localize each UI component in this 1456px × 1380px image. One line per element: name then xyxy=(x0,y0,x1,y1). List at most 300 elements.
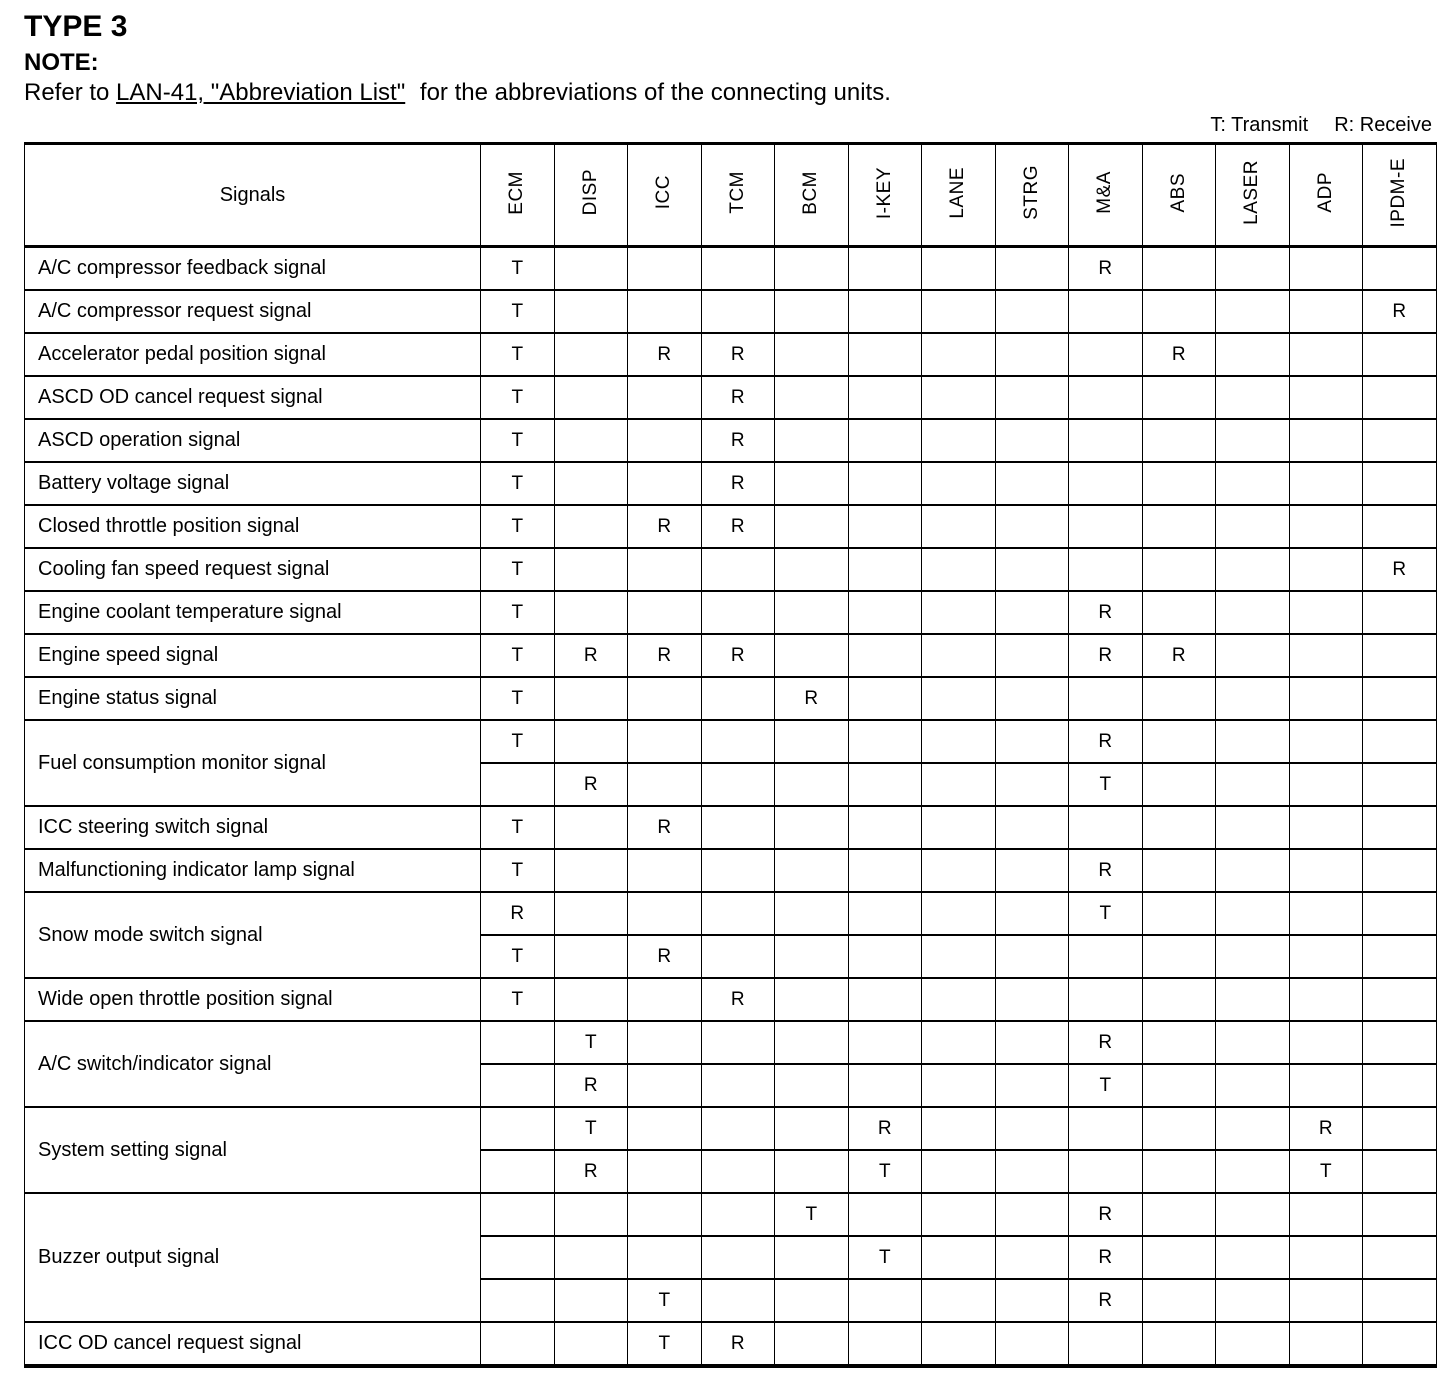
signal-cell-r: R xyxy=(1142,333,1216,376)
signal-cell-empty xyxy=(1363,1021,1437,1064)
signal-cell-empty xyxy=(1289,634,1363,677)
signal-cell-empty xyxy=(1363,892,1437,935)
signal-cell-empty xyxy=(1363,462,1437,505)
signal-cell-empty xyxy=(922,935,996,978)
signal-cell-empty xyxy=(481,1193,555,1236)
signal-cell-empty xyxy=(701,290,775,333)
signal-cell-empty xyxy=(995,978,1069,1021)
signal-cell-empty xyxy=(775,290,849,333)
signal-cell-t: T xyxy=(848,1236,922,1279)
table-row xyxy=(25,376,1437,419)
signal-cell-empty xyxy=(1363,720,1437,763)
signal-cell-empty xyxy=(1216,290,1290,333)
signal-cell-empty xyxy=(995,290,1069,333)
signal-cell-empty xyxy=(1289,1279,1363,1322)
signal-name: Engine speed signal xyxy=(25,634,481,677)
signal-cell-r: R xyxy=(701,505,775,548)
column-header-label: M&A xyxy=(1094,171,1116,214)
signal-name: Cooling fan speed request signal xyxy=(25,548,481,591)
signal-cell-empty xyxy=(1142,1150,1216,1193)
signal-cell-empty xyxy=(922,419,996,462)
signal-cell-t: T xyxy=(554,1021,628,1064)
signal-cell-t: T xyxy=(481,548,555,591)
signal-cell-empty xyxy=(922,1193,996,1236)
signal-cell-empty xyxy=(1363,849,1437,892)
signal-cell-empty xyxy=(922,720,996,763)
signal-cell-empty xyxy=(848,1064,922,1107)
signal-cell-empty xyxy=(701,1236,775,1279)
signal-cell-empty xyxy=(554,978,628,1021)
signal-cell-empty xyxy=(775,849,849,892)
signal-cell-empty xyxy=(1216,462,1290,505)
signal-cell-empty xyxy=(701,591,775,634)
signal-cell-empty xyxy=(554,591,628,634)
signal-name: ICC OD cancel request signal xyxy=(25,1322,481,1366)
signal-cell-empty xyxy=(1216,978,1290,1021)
signal-cell-t: T xyxy=(481,677,555,720)
signal-cell-r: R xyxy=(1069,1279,1143,1322)
table-row xyxy=(25,1021,1437,1064)
signal-cell-r: R xyxy=(1069,591,1143,634)
signal-cell-r: R xyxy=(701,634,775,677)
signal-cell-r: R xyxy=(554,1150,628,1193)
signal-cell-empty xyxy=(628,419,702,462)
signal-cell-empty xyxy=(995,1193,1069,1236)
signal-name: ASCD OD cancel request signal xyxy=(25,376,481,419)
signal-cell-empty xyxy=(1289,1322,1363,1366)
signal-cell-empty xyxy=(628,1021,702,1064)
signal-cell-empty xyxy=(1142,720,1216,763)
column-header-label: BCM xyxy=(800,170,822,215)
note-label: NOTE: xyxy=(24,48,99,76)
signal-cell-empty xyxy=(481,1021,555,1064)
signal-cell-empty xyxy=(701,1064,775,1107)
signal-cell-empty xyxy=(1363,634,1437,677)
signal-cell-empty xyxy=(1142,462,1216,505)
signal-name: Wide open throttle position signal xyxy=(25,978,481,1021)
signal-cell-empty xyxy=(1363,677,1437,720)
signal-cell-empty xyxy=(701,677,775,720)
column-header-label: DISP xyxy=(579,169,601,216)
signal-cell-empty xyxy=(554,290,628,333)
signals-column-header: Signals xyxy=(25,144,481,247)
signal-cell-empty xyxy=(554,849,628,892)
column-header-label: ECM xyxy=(506,170,528,215)
signal-cell-empty xyxy=(1069,978,1143,1021)
signal-cell-empty xyxy=(1142,1107,1216,1150)
signal-cell-r: R xyxy=(628,806,702,849)
signal-cell-empty xyxy=(995,591,1069,634)
signal-cell-empty xyxy=(1069,333,1143,376)
signal-cell-empty xyxy=(848,806,922,849)
signal-cell-empty xyxy=(1216,806,1290,849)
signal-cell-empty xyxy=(1142,376,1216,419)
column-header-label: IPDM-E xyxy=(1388,157,1410,228)
signal-cell-empty xyxy=(848,978,922,1021)
signal-cell-empty xyxy=(554,247,628,291)
signal-cell-empty xyxy=(701,1279,775,1322)
signal-cell-empty xyxy=(628,290,702,333)
signal-cell-r: R xyxy=(1069,720,1143,763)
signal-cell-r: R xyxy=(701,376,775,419)
signal-name: Engine status signal xyxy=(25,677,481,720)
signal-cell-empty xyxy=(775,892,849,935)
signal-cell-empty xyxy=(481,1322,555,1366)
signal-cell-empty xyxy=(995,333,1069,376)
signal-cell-empty xyxy=(1216,333,1290,376)
column-header-adp xyxy=(1289,144,1363,247)
signal-cell-empty xyxy=(995,505,1069,548)
signal-cell-empty xyxy=(1069,462,1143,505)
signal-cell-t: T xyxy=(848,1150,922,1193)
signal-cell-empty xyxy=(848,505,922,548)
signal-cell-empty xyxy=(1142,978,1216,1021)
signal-cell-empty xyxy=(995,763,1069,806)
signal-cell-empty xyxy=(1216,1322,1290,1366)
signal-cell-empty xyxy=(1142,1021,1216,1064)
signal-cell-empty xyxy=(1363,763,1437,806)
signal-cell-empty xyxy=(848,548,922,591)
signal-cell-empty xyxy=(1069,290,1143,333)
signal-cell-empty xyxy=(1289,548,1363,591)
signal-cell-empty xyxy=(1289,849,1363,892)
signal-cell-empty xyxy=(995,677,1069,720)
signal-cell-empty xyxy=(1216,376,1290,419)
signal-cell-r: R xyxy=(554,634,628,677)
signal-cell-empty xyxy=(775,462,849,505)
signal-cell-empty xyxy=(1216,591,1290,634)
signal-cell-empty xyxy=(1216,419,1290,462)
signal-cell-empty xyxy=(1216,720,1290,763)
header-row xyxy=(25,144,1437,247)
signal-cell-r: R xyxy=(1069,1021,1143,1064)
signal-cell-t: T xyxy=(481,935,555,978)
signal-cell-r: R xyxy=(628,634,702,677)
signal-cell-empty xyxy=(701,1150,775,1193)
signal-cell-empty xyxy=(995,247,1069,291)
signal-cell-t: T xyxy=(481,978,555,1021)
signal-cell-t: T xyxy=(481,505,555,548)
signal-cell-empty xyxy=(1216,935,1290,978)
signal-cell-empty xyxy=(775,1021,849,1064)
signal-cell-empty xyxy=(1216,634,1290,677)
signal-cell-empty xyxy=(922,892,996,935)
signal-name: Snow mode switch signal xyxy=(25,892,481,978)
signal-cell-empty xyxy=(628,591,702,634)
signal-cell-empty xyxy=(995,1107,1069,1150)
signal-cell-empty xyxy=(775,1322,849,1366)
signal-cell-empty xyxy=(1289,1064,1363,1107)
signal-cell-empty xyxy=(1142,290,1216,333)
table-row xyxy=(25,849,1437,892)
signal-cell-empty xyxy=(1216,548,1290,591)
signal-cell-empty xyxy=(922,1021,996,1064)
signal-cell-empty xyxy=(848,1279,922,1322)
signal-cell-empty xyxy=(1069,548,1143,591)
signal-cell-t: T xyxy=(481,462,555,505)
signal-cell-empty xyxy=(1069,419,1143,462)
signal-cell-empty xyxy=(1289,290,1363,333)
signal-cell-empty xyxy=(1142,763,1216,806)
signal-cell-t: T xyxy=(481,419,555,462)
signal-cell-empty xyxy=(1363,1150,1437,1193)
signal-cell-empty xyxy=(1289,677,1363,720)
signal-cell-empty xyxy=(922,548,996,591)
signal-cell-r: R xyxy=(554,1064,628,1107)
signal-cell-empty xyxy=(1142,849,1216,892)
signal-cell-empty xyxy=(922,290,996,333)
signal-cell-empty xyxy=(554,419,628,462)
signal-cell-empty xyxy=(481,1279,555,1322)
signal-cell-empty xyxy=(995,1322,1069,1366)
signal-cell-empty xyxy=(1142,548,1216,591)
signal-cell-empty xyxy=(1363,806,1437,849)
signal-cell-empty xyxy=(1216,1193,1290,1236)
column-header-bcm xyxy=(775,144,849,247)
signal-cell-t: T xyxy=(481,806,555,849)
signal-cell-empty xyxy=(1363,333,1437,376)
signal-cell-empty xyxy=(922,247,996,291)
signal-cell-empty xyxy=(775,419,849,462)
signal-matrix-table xyxy=(24,142,1437,1368)
signal-cell-empty xyxy=(922,978,996,1021)
signal-cell-empty xyxy=(775,1064,849,1107)
column-header-icc xyxy=(628,144,702,247)
signal-cell-empty xyxy=(995,849,1069,892)
signal-cell-empty xyxy=(995,548,1069,591)
signal-cell-empty xyxy=(1069,376,1143,419)
signal-cell-empty xyxy=(1142,806,1216,849)
signal-cell-empty xyxy=(701,892,775,935)
signal-cell-empty xyxy=(1069,1107,1143,1150)
signal-cell-empty xyxy=(922,462,996,505)
signal-cell-empty xyxy=(995,1150,1069,1193)
signal-cell-empty xyxy=(628,548,702,591)
signal-cell-t: T xyxy=(481,849,555,892)
column-header-ecm xyxy=(481,144,555,247)
signal-cell-empty xyxy=(1216,677,1290,720)
column-header-tcm xyxy=(701,144,775,247)
table-row xyxy=(25,462,1437,505)
signal-cell-empty xyxy=(554,1193,628,1236)
signal-cell-empty xyxy=(775,1107,849,1150)
signal-cell-empty xyxy=(775,720,849,763)
signal-cell-empty xyxy=(701,720,775,763)
signal-cell-empty xyxy=(1216,892,1290,935)
signal-cell-r: R xyxy=(1142,634,1216,677)
signal-cell-empty xyxy=(1363,376,1437,419)
signal-cell-empty xyxy=(1363,935,1437,978)
signal-cell-r: R xyxy=(628,935,702,978)
signal-cell-empty xyxy=(628,978,702,1021)
signal-cell-empty xyxy=(1363,1279,1437,1322)
legend-receive: R: Receive xyxy=(1334,114,1432,137)
column-header-label: LANE xyxy=(947,166,969,219)
signal-cell-empty xyxy=(554,935,628,978)
signal-cell-empty xyxy=(628,247,702,291)
signal-cell-t: T xyxy=(554,1107,628,1150)
signal-cell-empty xyxy=(775,247,849,291)
signal-cell-empty xyxy=(554,806,628,849)
signal-cell-empty xyxy=(554,462,628,505)
signal-cell-r: R xyxy=(701,419,775,462)
table-row xyxy=(25,1193,1437,1236)
signal-cell-empty xyxy=(628,677,702,720)
signal-cell-empty xyxy=(1289,978,1363,1021)
signal-cell-empty xyxy=(848,333,922,376)
signal-cell-empty xyxy=(628,1193,702,1236)
signal-cell-r: R xyxy=(701,978,775,1021)
signal-name: Battery voltage signal xyxy=(25,462,481,505)
signal-cell-r: R xyxy=(1069,634,1143,677)
signal-name: A/C compressor feedback signal xyxy=(25,247,481,291)
signal-cell-empty xyxy=(1289,333,1363,376)
signal-cell-empty xyxy=(628,763,702,806)
signal-cell-empty xyxy=(1142,505,1216,548)
signal-cell-empty xyxy=(922,849,996,892)
signal-cell-empty xyxy=(775,978,849,1021)
signal-name: Fuel consumption monitor signal xyxy=(25,720,481,806)
signal-cell-empty xyxy=(1289,505,1363,548)
signal-cell-r: R xyxy=(701,1322,775,1366)
signal-cell-r: R xyxy=(1069,849,1143,892)
signal-cell-t: T xyxy=(481,720,555,763)
signal-cell-empty xyxy=(1069,1150,1143,1193)
signal-cell-empty xyxy=(1216,1064,1290,1107)
signal-cell-empty xyxy=(775,376,849,419)
signal-cell-empty xyxy=(701,1193,775,1236)
column-header-lane xyxy=(922,144,996,247)
signal-cell-empty xyxy=(995,1021,1069,1064)
signal-cell-empty xyxy=(775,935,849,978)
signal-cell-empty xyxy=(1363,1236,1437,1279)
signal-cell-empty xyxy=(848,591,922,634)
signal-cell-empty xyxy=(775,634,849,677)
signal-cell-empty xyxy=(922,591,996,634)
signal-name: ASCD operation signal xyxy=(25,419,481,462)
signal-cell-empty xyxy=(1142,677,1216,720)
signal-cell-empty xyxy=(848,462,922,505)
signal-cell-empty xyxy=(1142,1064,1216,1107)
note-line xyxy=(24,79,1434,108)
signal-cell-empty xyxy=(848,763,922,806)
signal-cell-empty xyxy=(922,1279,996,1322)
signal-cell-t: T xyxy=(481,290,555,333)
signal-cell-r: R xyxy=(628,333,702,376)
table-row xyxy=(25,247,1437,291)
signal-cell-empty xyxy=(1363,1322,1437,1366)
signal-cell-empty xyxy=(775,1236,849,1279)
column-header-label: ADP xyxy=(1314,172,1336,213)
signal-cell-empty xyxy=(995,419,1069,462)
signal-cell-empty xyxy=(628,1236,702,1279)
signal-name: Accelerator pedal position signal xyxy=(25,333,481,376)
signal-cell-empty xyxy=(995,720,1069,763)
signal-cell-t: T xyxy=(1069,1064,1143,1107)
signal-cell-empty xyxy=(628,1107,702,1150)
note-suffix: for the abbreviations of the connecting units. xyxy=(413,79,891,107)
signal-cell-empty xyxy=(922,333,996,376)
signal-cell-empty xyxy=(848,935,922,978)
signal-cell-empty xyxy=(554,333,628,376)
column-header-strg xyxy=(995,144,1069,247)
signal-cell-empty xyxy=(628,1150,702,1193)
signal-cell-empty xyxy=(848,677,922,720)
column-header-laser xyxy=(1216,144,1290,247)
signal-cell-empty xyxy=(995,892,1069,935)
table-row xyxy=(25,720,1437,763)
signal-cell-empty xyxy=(701,806,775,849)
signal-cell-empty xyxy=(775,1150,849,1193)
signal-cell-r: R xyxy=(1069,247,1143,291)
signal-cell-empty xyxy=(1069,505,1143,548)
signal-cell-empty xyxy=(1289,419,1363,462)
table-row xyxy=(25,1322,1437,1366)
column-header-ipdm-e xyxy=(1363,144,1437,247)
table-row xyxy=(25,677,1437,720)
abbreviation-list-link[interactable]: LAN-41, "Abbreviation List" xyxy=(116,79,406,107)
signal-cell-empty xyxy=(1363,591,1437,634)
signal-cell-empty xyxy=(1216,247,1290,291)
column-header-label: ABS xyxy=(1167,172,1189,213)
signal-cell-empty xyxy=(701,1107,775,1150)
column-header-label: LASER xyxy=(1241,160,1263,225)
column-header-disp xyxy=(554,144,628,247)
signal-cell-r: R xyxy=(1363,548,1437,591)
signal-name: Engine coolant temperature signal xyxy=(25,591,481,634)
signal-cell-t: T xyxy=(481,247,555,291)
signal-cell-t: T xyxy=(481,376,555,419)
signal-cell-empty xyxy=(922,1236,996,1279)
signal-cell-empty xyxy=(775,333,849,376)
column-header-label: TCM xyxy=(726,171,748,214)
signal-cell-empty xyxy=(1216,1107,1290,1150)
signal-cell-empty xyxy=(1216,1150,1290,1193)
signal-name: Buzzer output signal xyxy=(25,1193,481,1322)
table-row xyxy=(25,591,1437,634)
signal-cell-empty xyxy=(1363,505,1437,548)
signal-cell-empty xyxy=(701,763,775,806)
signal-cell-empty xyxy=(922,806,996,849)
signal-cell-empty xyxy=(1216,1021,1290,1064)
signal-cell-empty xyxy=(848,376,922,419)
signal-cell-empty xyxy=(701,935,775,978)
signal-cell-empty xyxy=(628,1064,702,1107)
signal-name: ICC steering switch signal xyxy=(25,806,481,849)
signal-cell-empty xyxy=(775,806,849,849)
note-prefix: Refer to xyxy=(24,79,117,107)
signal-name: Malfunctioning indicator lamp signal xyxy=(25,849,481,892)
signal-cell-empty xyxy=(1142,1193,1216,1236)
table-row xyxy=(25,505,1437,548)
signal-cell-empty xyxy=(1069,806,1143,849)
signal-cell-empty xyxy=(848,419,922,462)
signal-cell-empty xyxy=(701,548,775,591)
signal-cell-empty xyxy=(848,634,922,677)
signal-cell-empty xyxy=(1216,1279,1290,1322)
signal-cell-empty xyxy=(1289,247,1363,291)
legend-transmit: T: Transmit xyxy=(1210,114,1309,137)
column-header-i-key xyxy=(848,144,922,247)
signal-cell-r: R xyxy=(1069,1236,1143,1279)
signal-cell-empty xyxy=(1142,1236,1216,1279)
table-row xyxy=(25,1107,1437,1150)
signal-cell-empty xyxy=(1289,1236,1363,1279)
signal-cell-empty xyxy=(701,1021,775,1064)
signal-name: A/C compressor request signal xyxy=(25,290,481,333)
signal-cell-empty xyxy=(1216,505,1290,548)
signal-cell-r: R xyxy=(701,462,775,505)
